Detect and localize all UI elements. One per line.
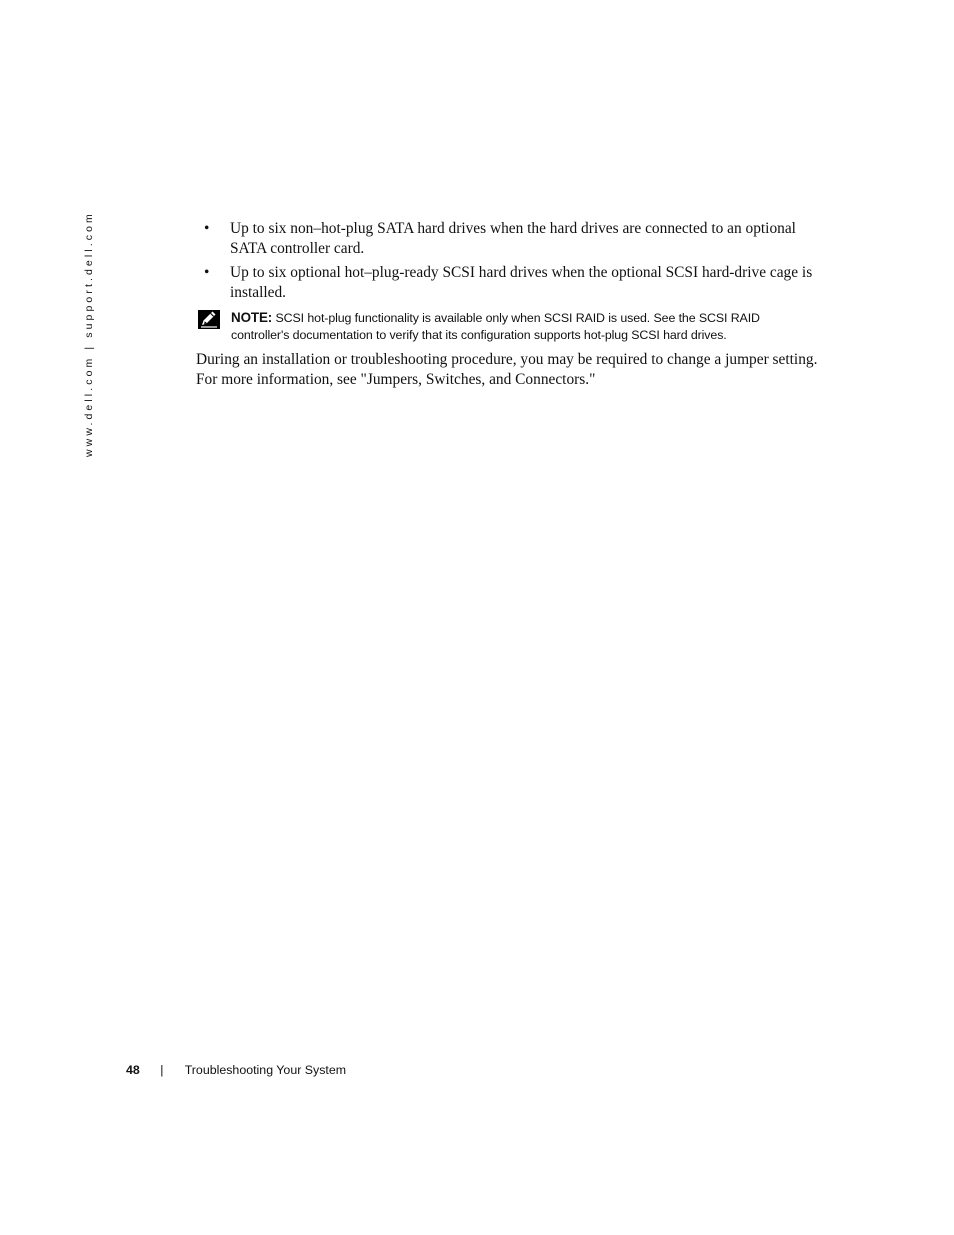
note-text: SCSI hot-plug functionality is available only when SCSI RAID is used. See the SCSI RAID controller's documentation to verify that its configuration supports hot-plug SCSI hard drives. xyxy=(231,311,760,342)
page-number: 48 xyxy=(126,1063,140,1077)
main-content xyxy=(196,219,821,389)
bullet-list xyxy=(196,219,821,302)
note-label: NOTE: xyxy=(231,310,273,325)
note-block xyxy=(196,309,821,344)
bullet-symbol: • xyxy=(204,220,210,237)
section-title: Troubleshooting Your System xyxy=(184,1063,347,1077)
list-item xyxy=(196,263,821,302)
footer-separator: | xyxy=(160,1063,164,1077)
side-url-text: www.dell.com | support.dell.com xyxy=(83,211,95,457)
list-item xyxy=(196,219,821,258)
page-footer xyxy=(126,1061,346,1079)
list-item-text: Up to six optional hot–plug-ready SCSI hard drives when the optional SCSI hard-drive cage is installed. xyxy=(230,264,813,301)
pencil-note-icon xyxy=(198,310,220,329)
body-paragraph: During an installation or troubleshooting procedure, you may be required to change a jumper setting. For more information, see "Jumpers, Switches, and Connectors." xyxy=(196,351,818,388)
bullet-symbol: • xyxy=(204,264,210,281)
list-item-text: Up to six non–hot-plug SATA hard drives when the hard drives are connected to an optional SATA controller card. xyxy=(230,220,796,257)
